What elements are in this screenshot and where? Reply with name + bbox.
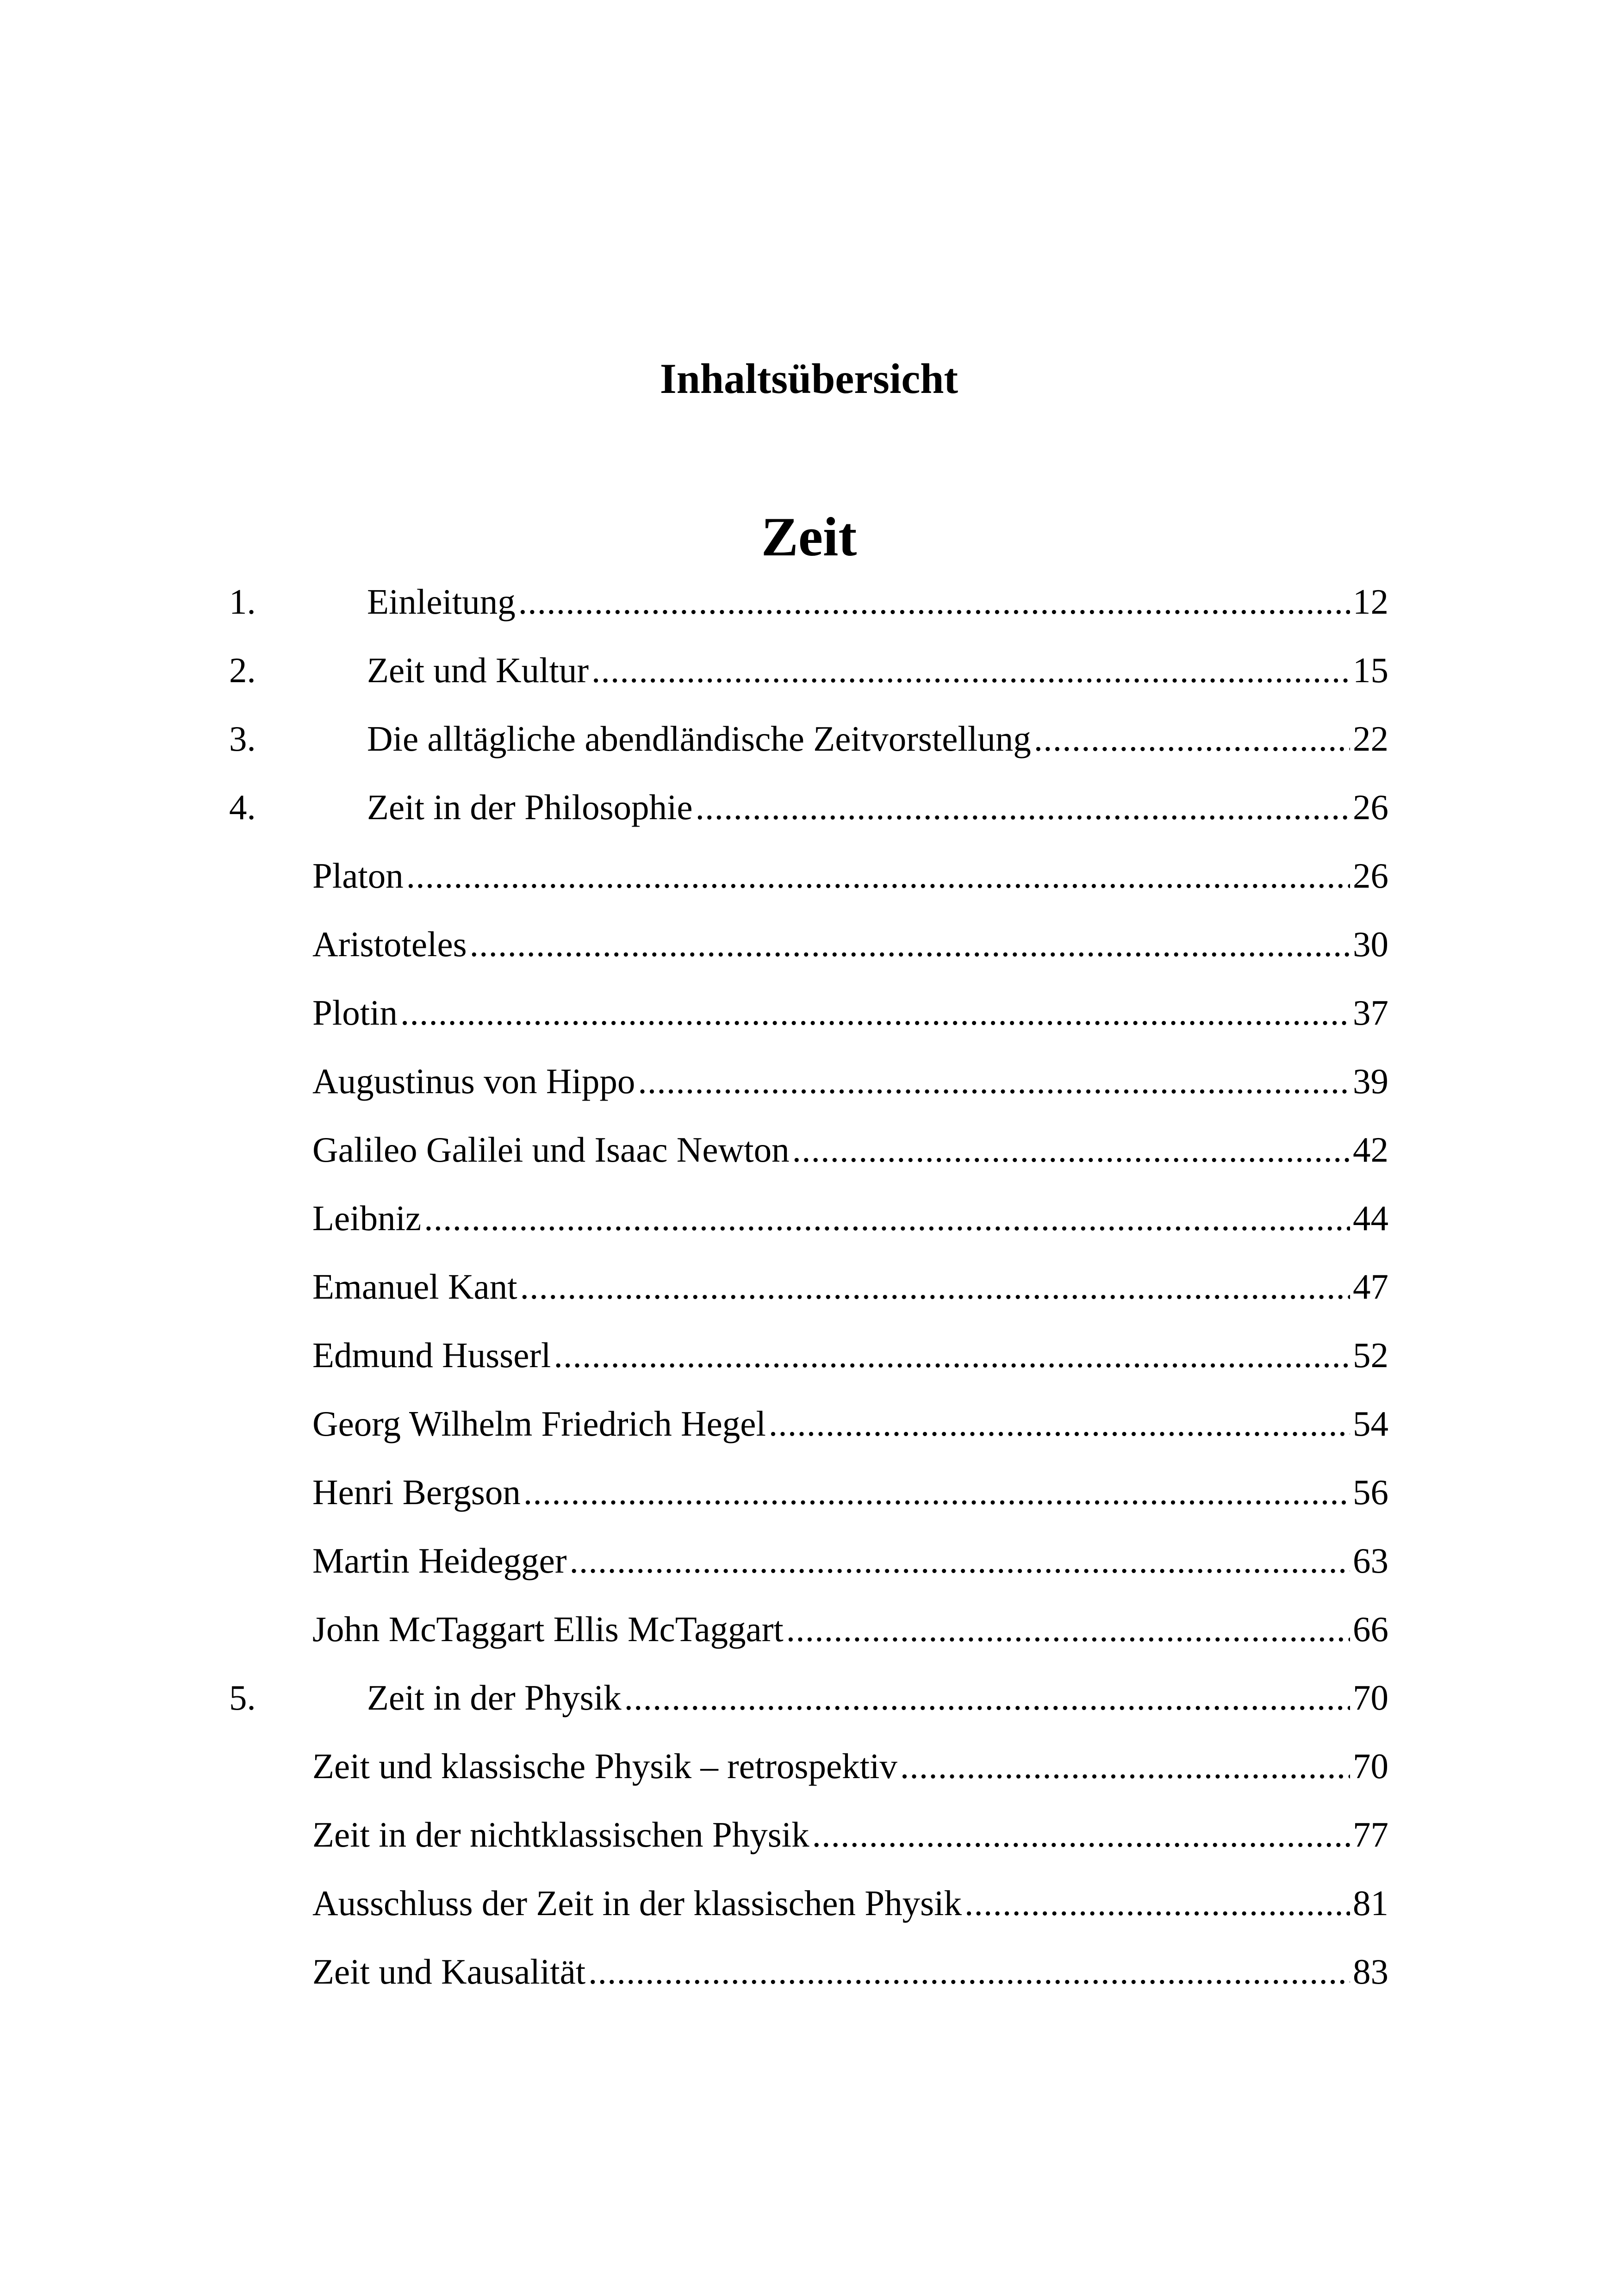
toc-subentry[interactable] [229, 1396, 1388, 1464]
section-title: Zeit [761, 506, 857, 567]
toc-entry[interactable] [229, 711, 1388, 779]
toc-entry-page: 37 [1353, 993, 1388, 1033]
toc-leader-dots [400, 985, 1350, 1040]
toc-leader-dots [1034, 711, 1350, 766]
toc-entry-page: 44 [1353, 1198, 1388, 1238]
toc-entry-page: 56 [1353, 1472, 1388, 1512]
toc-leader-dots [424, 1190, 1350, 1246]
toc-leader-dots [786, 1601, 1350, 1657]
toc-entry-page: 70 [1353, 1746, 1388, 1786]
toc-entry-page: 26 [1353, 856, 1388, 896]
toc-leader-dots [696, 779, 1350, 835]
toc-entry-title: John McTaggart Ellis McTaggart [312, 1609, 784, 1649]
toc-entry-title: Plotin [312, 993, 398, 1033]
toc-entry-number: 4. [229, 787, 256, 827]
toc-leader-dots [812, 1807, 1350, 1862]
toc-leader-dots [965, 1875, 1350, 1931]
toc-entry[interactable] [229, 779, 1388, 848]
toc-entry-page: 39 [1353, 1061, 1388, 1101]
toc-entry-title: Zeit in der nichtklassischen Physik [312, 1815, 809, 1854]
toc-entry-number: 5. [229, 1678, 256, 1717]
toc-entry-title: Die alltägliche abendländische Zeitvorstellung [367, 719, 1031, 759]
toc-entry[interactable] [229, 642, 1388, 711]
toc-leader-dots [570, 1533, 1350, 1588]
toc-leader-dots [470, 916, 1350, 972]
toc-leader-dots [769, 1396, 1350, 1451]
toc-entry-title: Leibniz [312, 1198, 422, 1238]
toc-entry-title: Platon [312, 856, 404, 896]
toc-entry-title: Edmund Husserl [312, 1335, 551, 1375]
toc-entry-title: Augustinus von Hippo [312, 1061, 635, 1101]
toc-leader-dots [591, 642, 1350, 698]
toc-entry-title: Einleitung [367, 582, 516, 622]
toc-entry-title: Galileo Galilei und Isaac Newton [312, 1130, 790, 1170]
toc-leader-dots [588, 1944, 1350, 1999]
toc-leader-dots [518, 574, 1350, 629]
toc-entry-page: 15 [1353, 650, 1388, 690]
toc-entry-number: 3. [229, 719, 256, 759]
toc-entry-title: Zeit und Kausalität [312, 1952, 586, 1991]
toc-subentry[interactable] [229, 1122, 1388, 1190]
toc-entry-title: Zeit in der Philosophie [367, 787, 693, 827]
toc-subentry[interactable] [229, 1190, 1388, 1259]
toc-entry-page: 30 [1353, 924, 1388, 964]
toc-entry-page: 42 [1353, 1130, 1388, 1170]
toc-entry-title: Georg Wilhelm Friedrich Hegel [312, 1404, 766, 1444]
toc-entry-page: 12 [1353, 582, 1388, 622]
toc-leader-dots [624, 1670, 1350, 1725]
toc-leader-dots [900, 1738, 1350, 1794]
toc-entry-page: 70 [1353, 1678, 1388, 1717]
toc-leader-dots [792, 1122, 1350, 1177]
toc-subentry[interactable] [229, 1944, 1388, 2012]
toc-entry-page: 22 [1353, 719, 1388, 759]
toc-subentry[interactable] [229, 1875, 1388, 1944]
toc-entry-page: 66 [1353, 1609, 1388, 1649]
toc-subentry[interactable] [229, 916, 1388, 985]
toc-entry-page: 52 [1353, 1335, 1388, 1375]
toc-entry-title: Emanuel Kant [312, 1267, 517, 1307]
toc-leader-dots [406, 848, 1350, 903]
toc-leader-dots [523, 1464, 1350, 1520]
toc-subentry[interactable] [229, 848, 1388, 916]
toc-entry-page: 83 [1353, 1952, 1388, 1991]
toc-entry-page: 54 [1353, 1404, 1388, 1444]
toc-subentry[interactable] [229, 1053, 1388, 1122]
toc-subentry[interactable] [229, 1601, 1388, 1670]
toc-entry-title: Ausschluss der Zeit in der klassischen Physik [312, 1883, 962, 1923]
toc-entry[interactable] [229, 1670, 1388, 1738]
toc-entry-title: Zeit in der Physik [367, 1678, 622, 1717]
toc-entry-title: Aristoteles [312, 924, 467, 964]
toc-leader-dots [554, 1327, 1350, 1383]
toc-leader-dots [638, 1053, 1350, 1109]
toc-entry-page: 63 [1353, 1541, 1388, 1580]
toc-subentry[interactable] [229, 1259, 1388, 1327]
toc-entry-page: 77 [1353, 1815, 1388, 1854]
toc-entry-page: 47 [1353, 1267, 1388, 1307]
toc-entry[interactable] [229, 574, 1388, 642]
toc-subentry[interactable] [229, 1327, 1388, 1396]
toc-subentry[interactable] [229, 985, 1388, 1053]
toc-entry-number: 2. [229, 650, 256, 690]
page-title: Inhaltsübersicht [660, 355, 958, 402]
toc-subentry[interactable] [229, 1464, 1388, 1533]
toc-entry-number: 1. [229, 582, 256, 622]
table-of-contents [229, 574, 1388, 2012]
toc-leader-dots [520, 1259, 1350, 1314]
toc-subentry[interactable] [229, 1533, 1388, 1601]
toc-entry-title: Martin Heidegger [312, 1541, 567, 1580]
toc-entry-title: Henri Bergson [312, 1472, 521, 1512]
toc-subentry[interactable] [229, 1738, 1388, 1807]
toc-entry-title: Zeit und klassische Physik – retrospektiv [312, 1746, 897, 1786]
toc-entry-title: Zeit und Kultur [367, 650, 589, 690]
toc-subentry[interactable] [229, 1807, 1388, 1875]
toc-entry-page: 81 [1353, 1883, 1388, 1923]
toc-entry-page: 26 [1353, 787, 1388, 827]
